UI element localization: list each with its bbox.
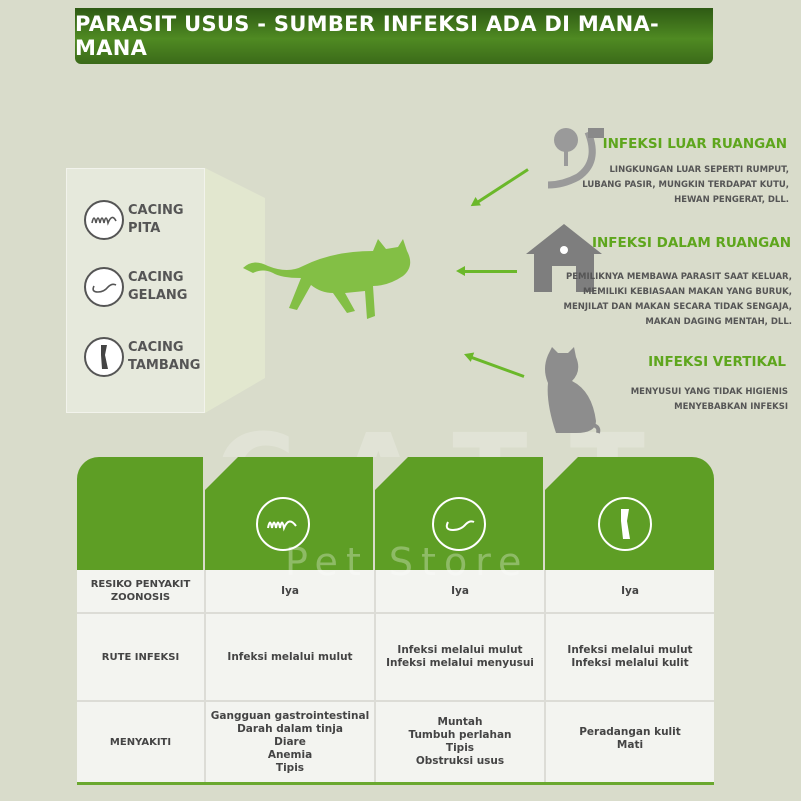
cell-value: Infeksi melalui kulit (571, 657, 689, 669)
watermark-sub: Pet Store (285, 540, 530, 584)
cell-value: Peradangan kulit (579, 726, 681, 738)
cell-value: Tipis (275, 761, 305, 774)
cell-value: Infeksi melalui mulut (397, 644, 523, 656)
parasite-name: CACING (128, 203, 184, 218)
tapeworm-icon (84, 200, 124, 240)
parasite-name: CACING (128, 340, 184, 355)
cell-value: Darah dalam tinja (237, 722, 343, 735)
parasite-name: GELANG (128, 288, 188, 303)
parasite-roundworm (84, 267, 187, 307)
source-title: INFEKSI DALAM RUANGAN (591, 235, 791, 251)
cell-value: Muntah (437, 716, 483, 728)
cell-value: Anemia (267, 748, 313, 761)
desc-line: LINGKUNGAN LUAR SEPERTI RUMPUT, (609, 165, 789, 175)
cell-value: Iya (281, 584, 299, 597)
desc-line: LUBANG PASIR, MUNGKIN TERDAPAT KUTU, (582, 180, 789, 190)
source-desc (582, 163, 789, 208)
table-row (77, 612, 714, 700)
row-label: ZOONOSIS (110, 592, 171, 603)
parasite-name: PITA (128, 221, 161, 236)
cell-value: Obstruksi usus (415, 755, 505, 767)
cell-value: Infeksi melalui menyusui (386, 657, 534, 669)
source-desc (564, 270, 792, 330)
roundworm-icon (84, 267, 124, 307)
parasite-hookworm (84, 337, 200, 377)
source-title: INFEKSI LUAR RUANGAN (602, 136, 787, 152)
cell-value: Infeksi melalui mulut (567, 644, 693, 656)
arrow-icon (469, 355, 525, 378)
desc-line: MENJILAT DAN MAKAN SECARA TIDAK SENGAJA, (563, 302, 792, 312)
parasite-name: TAMBANG (128, 358, 201, 373)
comparison-table (77, 457, 714, 785)
source-desc (631, 385, 788, 415)
desc-line: HEWAN PENGERAT, DLL. (674, 195, 789, 205)
cell-value: Diare (274, 735, 306, 748)
parasite-tapeworm (84, 200, 184, 240)
hookworm-icon (84, 337, 124, 377)
row-label: RUTE INFEKSI (101, 651, 180, 663)
desc-line: MENYUSUI YANG TIDAK HIGIENIS (630, 387, 788, 397)
desc-line: MAKAN DAGING MENTAH, DLL. (645, 317, 792, 327)
table-row (77, 700, 714, 782)
arrow-icon (462, 270, 517, 273)
cell-value: Tipis (445, 742, 475, 754)
arrow-icon (475, 168, 529, 204)
cell-value: Gangguan gastrointestinal (210, 709, 370, 722)
hookworm-icon (598, 497, 652, 551)
parasite-name: CACING (128, 270, 184, 285)
cell-value: Iya (621, 584, 639, 597)
cell-value: Iya (451, 584, 469, 597)
desc-line: PEMILIKNYA MEMBAWA PARASIT SAAT KELUAR, (566, 272, 792, 282)
cell-value: Infeksi melalui mulut (227, 650, 353, 663)
cat-silhouette-icon (238, 238, 428, 328)
table-body (77, 570, 714, 785)
source-title: INFEKSI VERTIKAL (648, 354, 786, 370)
cell-value: Tumbuh perlahan (408, 729, 512, 741)
cell-value: Mati (616, 739, 644, 751)
desc-line: MEMILIKI KEBIASAAN MAKAN YANG BURUK, (582, 287, 792, 297)
sitting-cat-icon (540, 345, 610, 435)
desc-line: MENYEBABKAN INFEKSI (674, 402, 788, 412)
row-label: MENYAKITI (109, 736, 172, 748)
page-title: PARASIT USUS - SUMBER INFEKSI ADA DI MANA-MANA (75, 8, 713, 64)
row-label: RESIKO PENYAKIT (90, 579, 191, 590)
